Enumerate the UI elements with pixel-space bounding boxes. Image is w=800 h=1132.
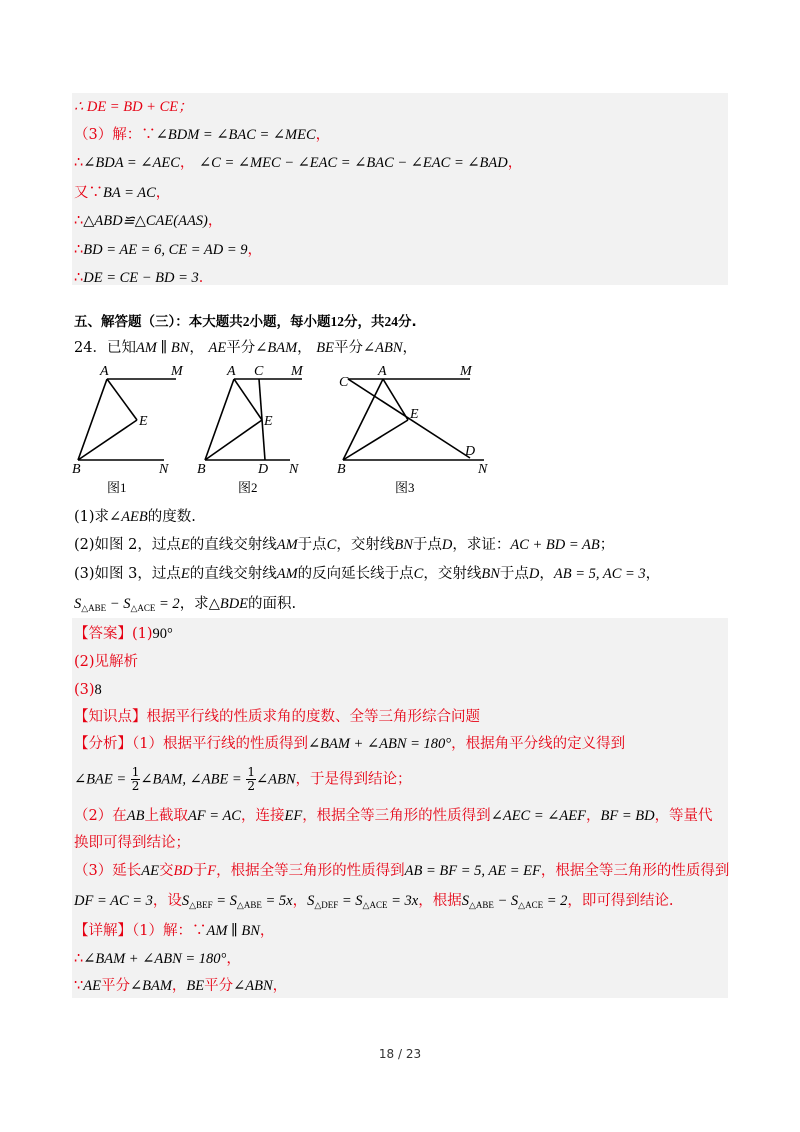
fig2-label-E: E <box>264 414 273 429</box>
analysis-line-2: ∠BAE = $\frac{1}{2}$ ∠BAM, ∠ABE = $\frac{1}{2}$ ∠ABN，于是得到结论； <box>74 765 412 793</box>
fig3-label-D: D <box>465 444 476 459</box>
fig2-label-B: B <box>197 462 206 477</box>
line-congruent: ∴△ABD≌△CAE(AAS)， <box>74 213 223 229</box>
fig1-label-A: A <box>100 364 109 379</box>
knowledge-point: 【知识点】根据平行线的性质求角的度数、全等三角形综合问题 <box>74 709 480 725</box>
analysis-line-1: 【分析】（1）根据平行线的性质得到∠BAM + ∠ABN = 180°，根据角平分线的定义得到 <box>74 736 626 752</box>
answer-line-2: (2)见解析 <box>74 654 139 670</box>
fig1-label-M: M <box>171 364 183 379</box>
fig1-label-N: N <box>159 462 169 477</box>
fig2-label-M: M <box>291 364 303 379</box>
fig3-label-N: N <box>478 462 488 477</box>
line-de-sum: ∴ DE = BD + CE； <box>74 99 193 115</box>
fig2-label-C: C <box>254 364 264 379</box>
fig2-caption: 图2 <box>238 480 258 495</box>
fig1-caption: 图1 <box>107 480 127 495</box>
fig3-label-E: E <box>410 407 419 422</box>
fraction-half-2: $\frac{1}{2}$ <box>247 765 255 793</box>
figure-1 <box>78 379 176 460</box>
line-ba-ac: 又∵BA = AC， <box>74 185 171 201</box>
detail-line-3: ∵AE平分∠BAM，BE平分∠ABN， <box>74 978 288 994</box>
fig2-label-N: N <box>289 462 299 477</box>
question-24-intro: 24．已知AM ∥ BN， AE平分∠BAM， BE平分∠ABN， <box>74 340 418 356</box>
fig3-label-A: A <box>378 364 387 379</box>
question-part-3-cont: $S_{\triangle ABE} - S_{\triangle ACE} = 2$，求△BDE的面积. <box>74 596 297 613</box>
page-number: 18 / 23 <box>378 1047 422 1061</box>
fig3-label-M: M <box>460 364 472 379</box>
fig3-label-C: C <box>339 375 349 390</box>
geometry-figures <box>0 360 800 500</box>
figure-2 <box>205 379 302 460</box>
fig1-label-E: E <box>139 414 148 429</box>
answer-line-1: 【答案】(1)90° <box>74 626 173 642</box>
detail-line-2: ∴∠BAM + ∠ABN = 180°， <box>74 951 241 967</box>
analysis-line-3: （2）在AB上截取AF = AC，连接EF，根据全等三角形的性质得到∠AEC = ∠AEF，BF = BD，等量代 <box>74 808 713 824</box>
line-part3-start: （3）解：∵∠BDM = ∠BAC = ∠MEC， <box>74 127 331 143</box>
fig3-label-B: B <box>337 462 346 477</box>
question-part-2: (2)如图 2，过点E的直线交射线AM于点C，交射线BN于点D，求证：AC + BD = AB； <box>74 537 615 553</box>
fig2-label-D: D <box>258 462 269 477</box>
fraction-half: $\frac{1}{2}$ <box>131 765 140 793</box>
line-bd-values: ∴BD = AE = 6, CE = AD = 9， <box>74 242 262 258</box>
analysis-line-6: DF = AC = 3，设$S_{\triangle BEF} = S_{\triangle ABE} = 5x$，$S_{\triangle DEF} = S_{\triangle ACE} = 3x$，根据$S_{\triangle ABE} - S_{\triangle ACE} = 2$，即可得到结论. <box>74 893 674 910</box>
fig3-caption: 图3 <box>395 480 415 495</box>
answer-line-3: (3)8 <box>74 682 102 698</box>
analysis-line-5: （3）延长AE交BD于F，根据全等三角形的性质得到AB = BF = 5, AE = EF，根据全等三角形的性质得到 <box>74 863 730 879</box>
question-part-1: (1)求∠AEB的度数. <box>74 509 196 525</box>
analysis-line-4: 换即可得到结论； <box>74 835 190 851</box>
fig2-label-A: A <box>227 364 236 379</box>
detail-line-1: 【详解】（1）解：∵AM ∥ BN， <box>74 923 275 939</box>
section-title: 五、解答题（三）：本大题共2小题，每小题12分，共24分. <box>74 314 417 330</box>
line-de-result: ∴DE = CE − BD = 3． <box>74 270 214 286</box>
question-part-3: (3)如图 3，过点E的直线交射线AM的反向延长线于点C，交射线BN于点D，AB = 5, AC = 3， <box>74 566 661 582</box>
line-angle-eq: ∴∠BDA = ∠AEC， ∠C = ∠MEC − ∠EAC = ∠BAC − ∠EAC = ∠BAD， <box>74 155 523 171</box>
fig1-label-B: B <box>72 462 81 477</box>
